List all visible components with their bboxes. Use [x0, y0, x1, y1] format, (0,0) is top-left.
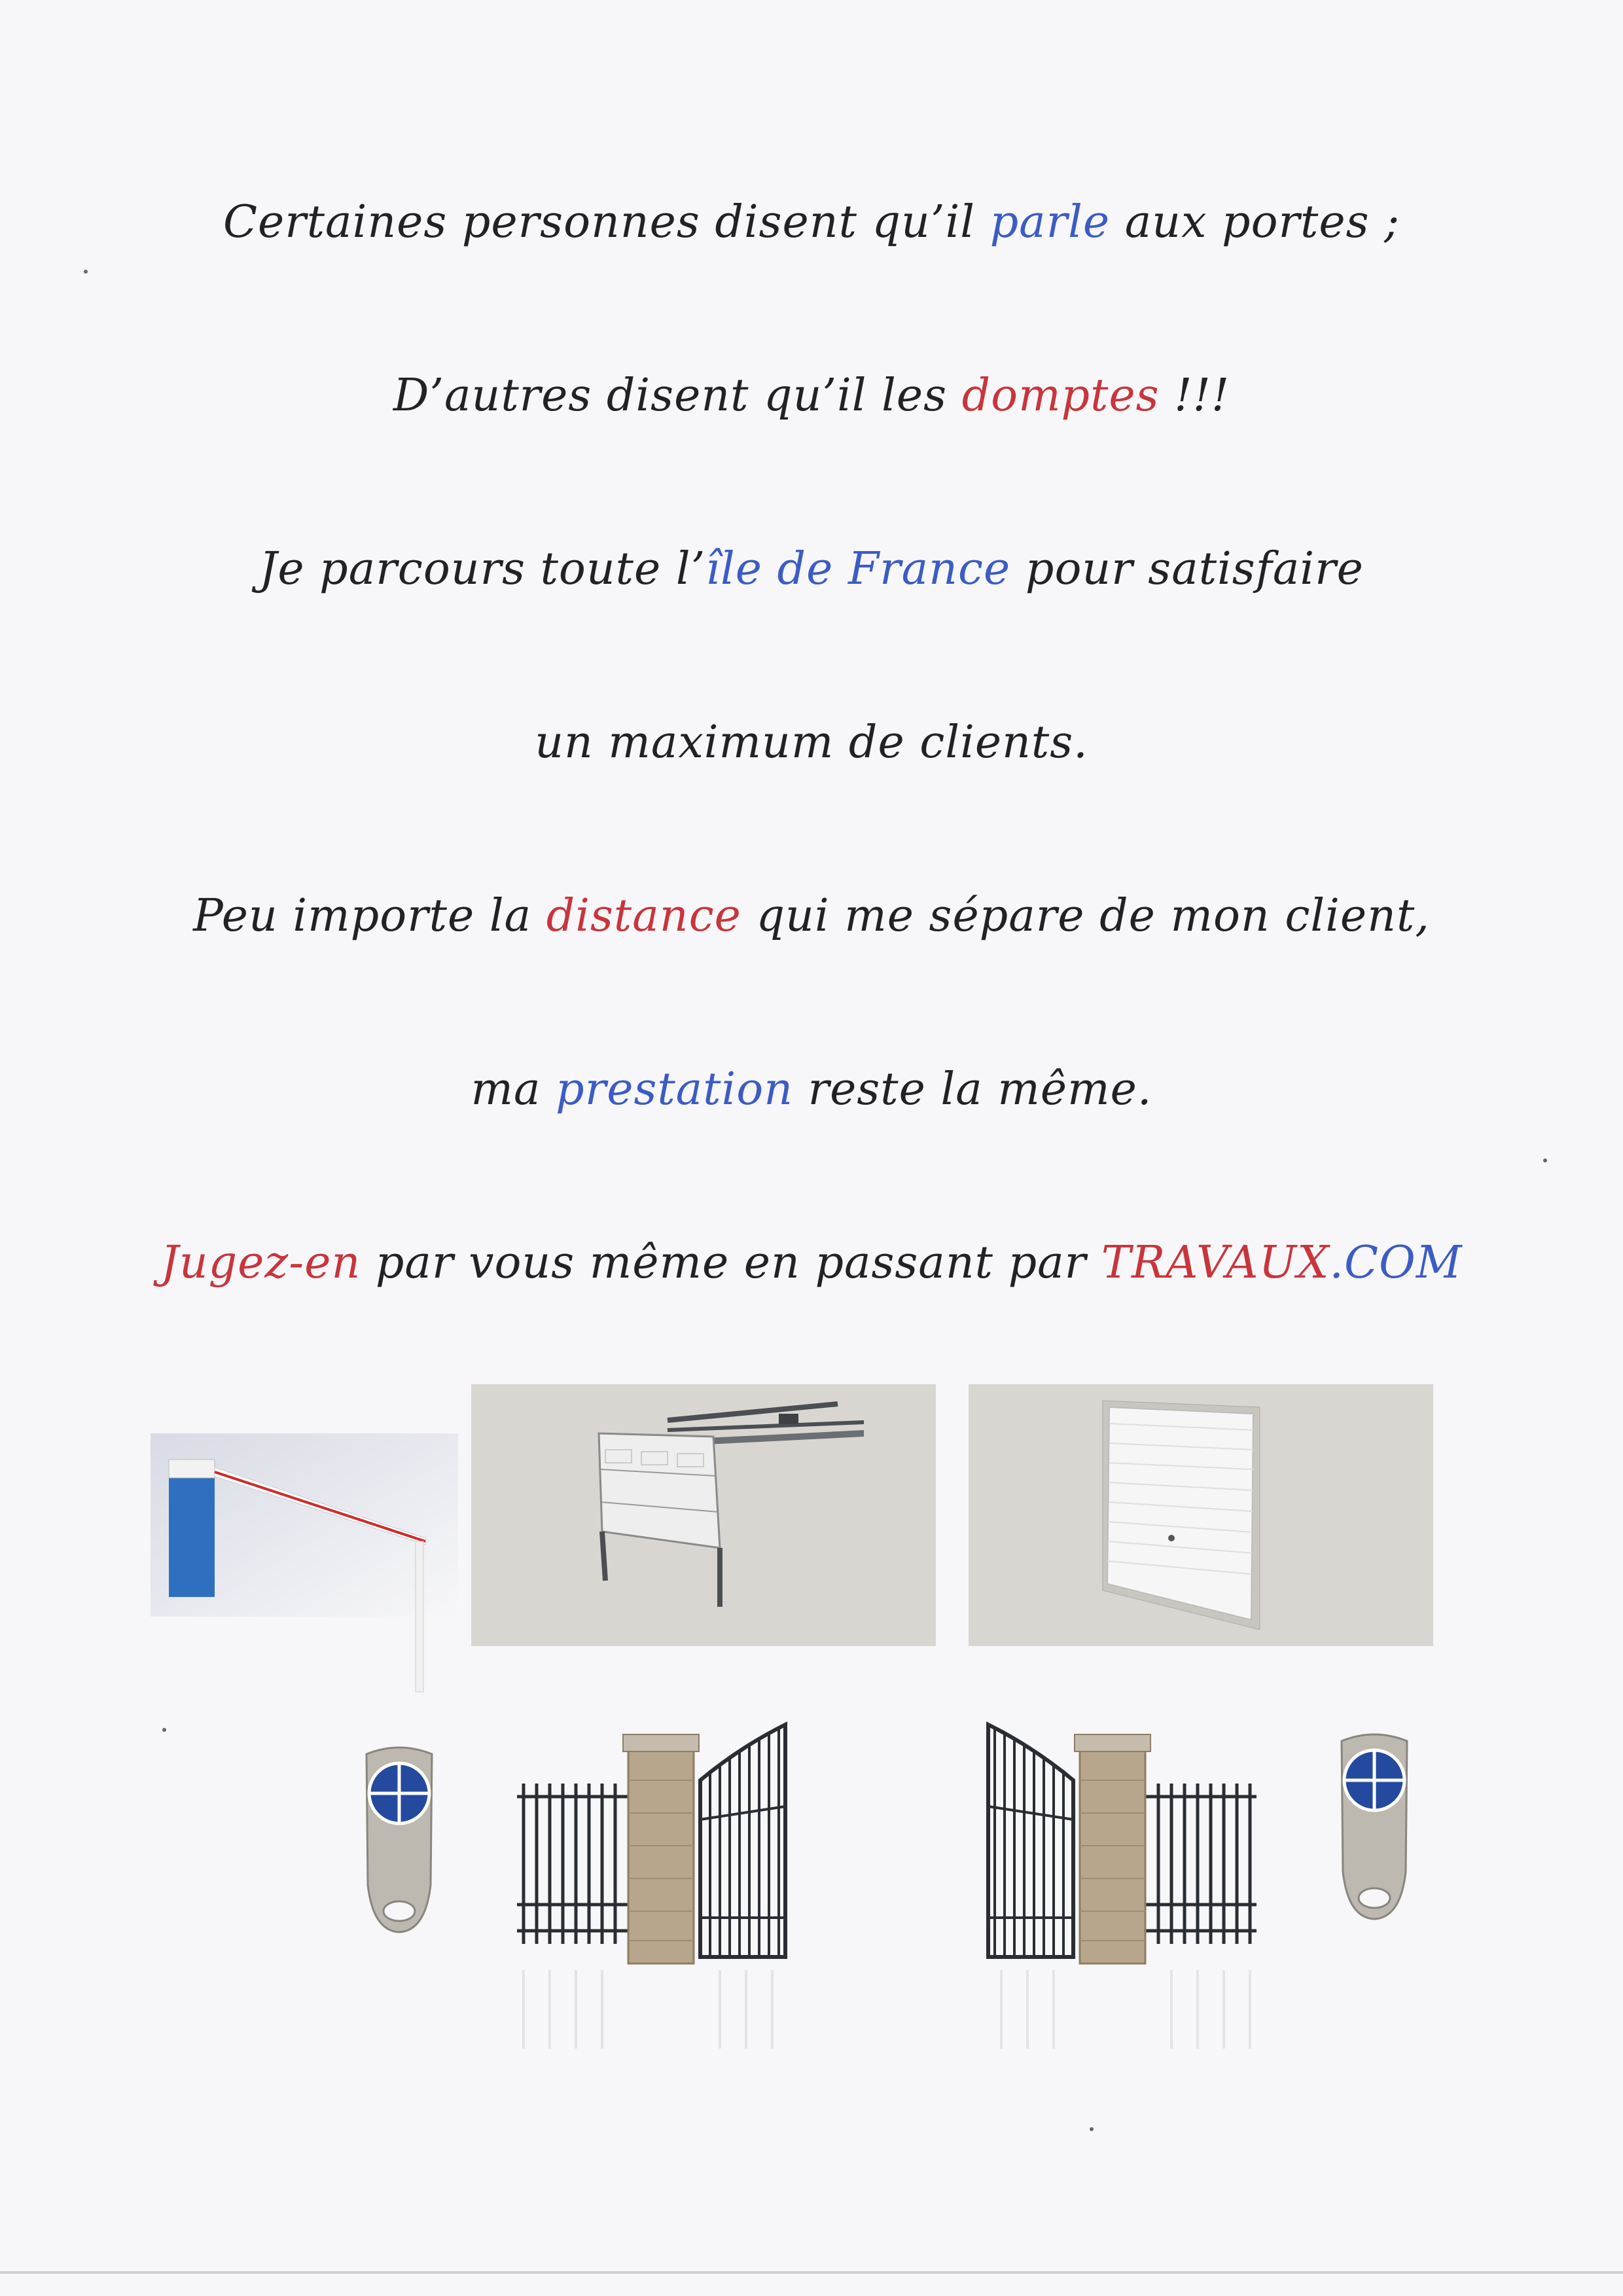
line-7: [0, 1237, 1623, 1289]
line-2-post: !!!: [1159, 370, 1230, 422]
page-edge: [0, 2271, 1623, 2274]
line-5: [0, 890, 1623, 942]
line-6: [0, 1064, 1623, 1115]
line-7-lead: Jugez-en: [160, 1237, 361, 1289]
line-1-highlight: parle: [990, 196, 1111, 248]
line-3: [0, 543, 1623, 595]
line-3-highlight: île de France: [705, 543, 1011, 595]
line-3-pre: Je parcours toute l’: [259, 543, 706, 595]
line-4: [0, 717, 1623, 768]
line-1-pre: Certaines personnes disent qu’il: [223, 196, 990, 248]
gate-with-pillar-icon: [975, 1708, 1263, 2062]
line-4-text: un maximum de clients.: [535, 717, 1088, 768]
line-1: [0, 196, 1623, 248]
line-6-highlight: prestation: [556, 1064, 794, 1115]
line-1-post: aux portes ;: [1110, 196, 1400, 248]
line-6-pre: ma: [471, 1064, 556, 1115]
line-5-post: qui me sépare de mon client,: [741, 890, 1430, 942]
line-6-post: reste la même.: [793, 1064, 1152, 1115]
scan-speck: [1090, 2127, 1094, 2131]
brand-name: TRAVAUX: [1101, 1237, 1330, 1289]
barrier-icon: [151, 1433, 458, 1617]
brand-domain: .COM: [1329, 1237, 1463, 1289]
line-5-highlight: distance: [546, 890, 741, 942]
scan-speck: [1543, 1158, 1547, 1162]
line-2: [0, 370, 1623, 422]
gate-with-pillar-icon: [510, 1708, 798, 2062]
scan-speck: [84, 270, 88, 274]
line-2-highlight: domptes: [961, 370, 1160, 422]
line-3-post: pour satisfaire: [1010, 543, 1364, 595]
garage-door-icon: [969, 1384, 1433, 1646]
line-7-mid: par vous même en passant par: [361, 1237, 1101, 1289]
sectional-garage-door-icon: [471, 1384, 936, 1646]
scan-speck: [162, 1728, 166, 1732]
remote-control-icon: [1329, 1728, 1420, 1924]
line-5-pre: Peu importe la: [193, 890, 546, 942]
remote-control-icon: [353, 1741, 445, 1937]
line-2-pre: D’autres disent qu’il les: [393, 370, 962, 422]
